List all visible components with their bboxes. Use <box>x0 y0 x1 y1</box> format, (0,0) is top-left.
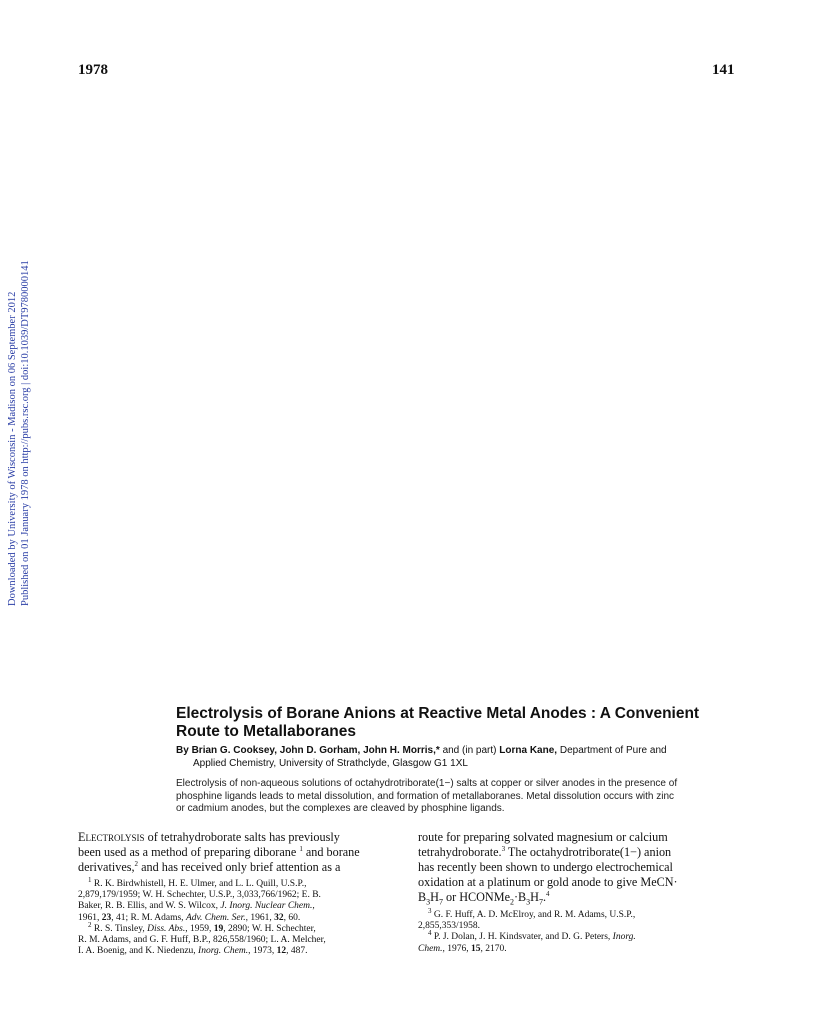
right-column <box>418 830 744 955</box>
footnote-text: 1961, <box>78 912 102 923</box>
footnote-text: R. K. Birdwhistell, H. E. Ulmer, and L. L. Quill, U.S.P., <box>91 879 307 889</box>
by-label: By <box>176 745 189 756</box>
footnote-1-cont <box>78 890 404 901</box>
lead-word: Electrolysis <box>78 830 145 844</box>
download-notice <box>6 260 32 606</box>
formula-subscript: 7 <box>538 897 543 907</box>
journal-name: Inorg. Chem. <box>198 946 249 957</box>
volume-number: 19 <box>213 923 224 934</box>
footnote-text: , <box>312 901 315 912</box>
body-text: tetrahydroborate. <box>418 845 502 859</box>
footnote-text: , 2890; W. H. Schechter, <box>223 923 316 934</box>
left-column <box>78 830 404 957</box>
ref-marker[interactable]: 2 <box>134 859 139 868</box>
ref-marker[interactable]: 4 <box>546 889 550 898</box>
header-year: 1978 <box>78 62 108 78</box>
abstract-line: Electrolysis of non-aqueous solutions of octahydrotriborate(1−) salts at copper or silver anodes in the presence of <box>176 778 678 789</box>
footnote-marker: 2 <box>88 920 92 929</box>
footnote-text: , 41; R. M. Adams, <box>111 912 186 923</box>
footnote-3-cont <box>418 921 744 932</box>
body-text: has recently been shown to undergo electrochemical <box>418 860 673 874</box>
footnote-text: , 1961, <box>245 912 275 923</box>
body-text: and has received only brief attention as a <box>138 860 341 874</box>
volume-number: 12 <box>276 946 287 957</box>
footnote-2 <box>78 920 404 935</box>
download-notice-line-1[interactable]: Downloaded by University of Wisconsin - Madison on 06 September 2012 <box>7 291 18 606</box>
article-title <box>176 705 742 741</box>
footnote-text: R. M. Adams, and G. F. Huff, B.P., 826,558/1960; L. A. Melcher, <box>78 935 326 946</box>
footnote-text: G. F. Huff, A. D. McElroy, and R. M. Adams, U.S.P., <box>431 910 636 920</box>
footnote-text: , 60. <box>283 912 301 923</box>
authors-secondary: Lorna Kane, <box>499 745 558 756</box>
journal-name: Adv. Chem. Ser. <box>185 912 246 923</box>
footnote-3 <box>418 906 744 921</box>
body-text: route for preparing solvated magnesium or calcium <box>418 830 668 844</box>
body-text: derivatives, <box>78 860 135 874</box>
footnote-text: 2,879,179/1959; W. H. Schechter, U.S.P., 3,033,766/1962; E. B. <box>78 890 321 901</box>
footnote-1-cont <box>78 913 404 924</box>
footnote-marker: 4 <box>428 929 432 938</box>
author-block <box>176 744 742 770</box>
formula-line <box>418 890 744 905</box>
journal-name: Chem. <box>418 943 443 954</box>
body-text-right <box>418 830 744 905</box>
footnote-text: I. A. Boenig, and K. Niedenzu, <box>78 946 199 957</box>
footnotes-left <box>78 875 404 957</box>
footnote-1-cont <box>78 901 404 912</box>
abstract-line: or cadmium anodes, but the complexes are cleaved by phosphine ligands. <box>176 803 505 814</box>
formula: H <box>530 890 539 904</box>
ref-marker[interactable]: 3 <box>501 844 506 853</box>
footnote-text: , 487. <box>286 946 308 957</box>
footnote-text: , 1976, <box>442 943 472 954</box>
body-text: The octahydrotriborate(1−) anion <box>505 845 672 859</box>
journal-name: J. Inorg. Nuclear Chem. <box>220 901 313 912</box>
body-text: oxidation at a platinum or gold anode to give MeCN· <box>418 875 678 889</box>
abstract-line: phosphine ligands leads to metal dissolution, and formation of metallaboranes. Metal dissolution occurs with zinc <box>176 790 675 802</box>
volume-number: 23 <box>101 912 112 923</box>
download-notice-line-2[interactable]: Published on 01 January 1978 on http://pubs.rsc.org | doi:10.1039/DT9780000141 <box>20 260 31 606</box>
body-text: and borane <box>302 845 360 859</box>
title-line-2: Route to Metallaboranes <box>176 723 356 740</box>
formula: B <box>418 890 427 904</box>
footnote-text: P. J. Dolan, J. H. Kindsvater, and D. G. Peters, <box>431 932 613 943</box>
volume-number: 32 <box>274 912 284 923</box>
formula: H <box>430 890 439 904</box>
footnotes-right <box>418 906 744 955</box>
formula-subscript: 2 <box>509 897 514 907</box>
footnote-text: , 1973, <box>248 946 277 957</box>
formula-subscript: 3 <box>426 897 431 907</box>
authors-connector: and (in part) <box>442 745 497 756</box>
footnote-marker: 1 <box>88 875 92 884</box>
footnote-text: 2,855,353/1958. <box>418 921 481 932</box>
footnote-2-cont <box>78 946 404 957</box>
footnote-marker: 3 <box>428 906 432 915</box>
footnote-4 <box>418 929 744 943</box>
formula: ·B <box>513 890 527 904</box>
footnote-1 <box>78 875 404 890</box>
affiliation-part-2: Applied Chemistry, University of Strathclyde, Glasgow G1 1XL <box>193 758 468 769</box>
authors-primary: Brian G. Cooksey, John D. Gorham, John H. Morris,* <box>191 745 440 756</box>
affiliation-part-1: Department of Pure and <box>559 745 667 756</box>
footnote-text: Baker, R. B. Ellis, and W. S. Wilcox, <box>78 901 221 912</box>
body-text: been used as a method of preparing diborane <box>78 845 300 859</box>
formula-subscript: 3 <box>526 897 531 907</box>
title-line-1: Electrolysis of Borane Anions at Reactive Metal Anodes : A Convenient <box>176 705 700 722</box>
footnote-text: , 1959, <box>185 923 214 934</box>
footnote-text: , 2170. <box>480 943 507 954</box>
footnote-2-cont <box>78 935 404 946</box>
abstract <box>176 778 742 816</box>
formula: . <box>542 890 547 904</box>
formula-subscript: 7 <box>438 897 443 907</box>
ref-marker[interactable]: 1 <box>299 844 303 853</box>
journal-name: Inorg. <box>612 932 636 943</box>
author-line <box>176 744 742 757</box>
journal-name: Diss. Abs. <box>147 923 186 934</box>
header-page-number: 141 <box>712 62 735 78</box>
footnote-text: R. S. Tinsley, <box>91 923 148 934</box>
body-text: of tetrahydroborate salts has previously <box>144 830 340 844</box>
body-text-left <box>78 830 404 875</box>
volume-number: 15 <box>471 943 481 954</box>
footnote-4-cont <box>418 944 744 955</box>
formula: or HCONMe <box>442 890 510 904</box>
